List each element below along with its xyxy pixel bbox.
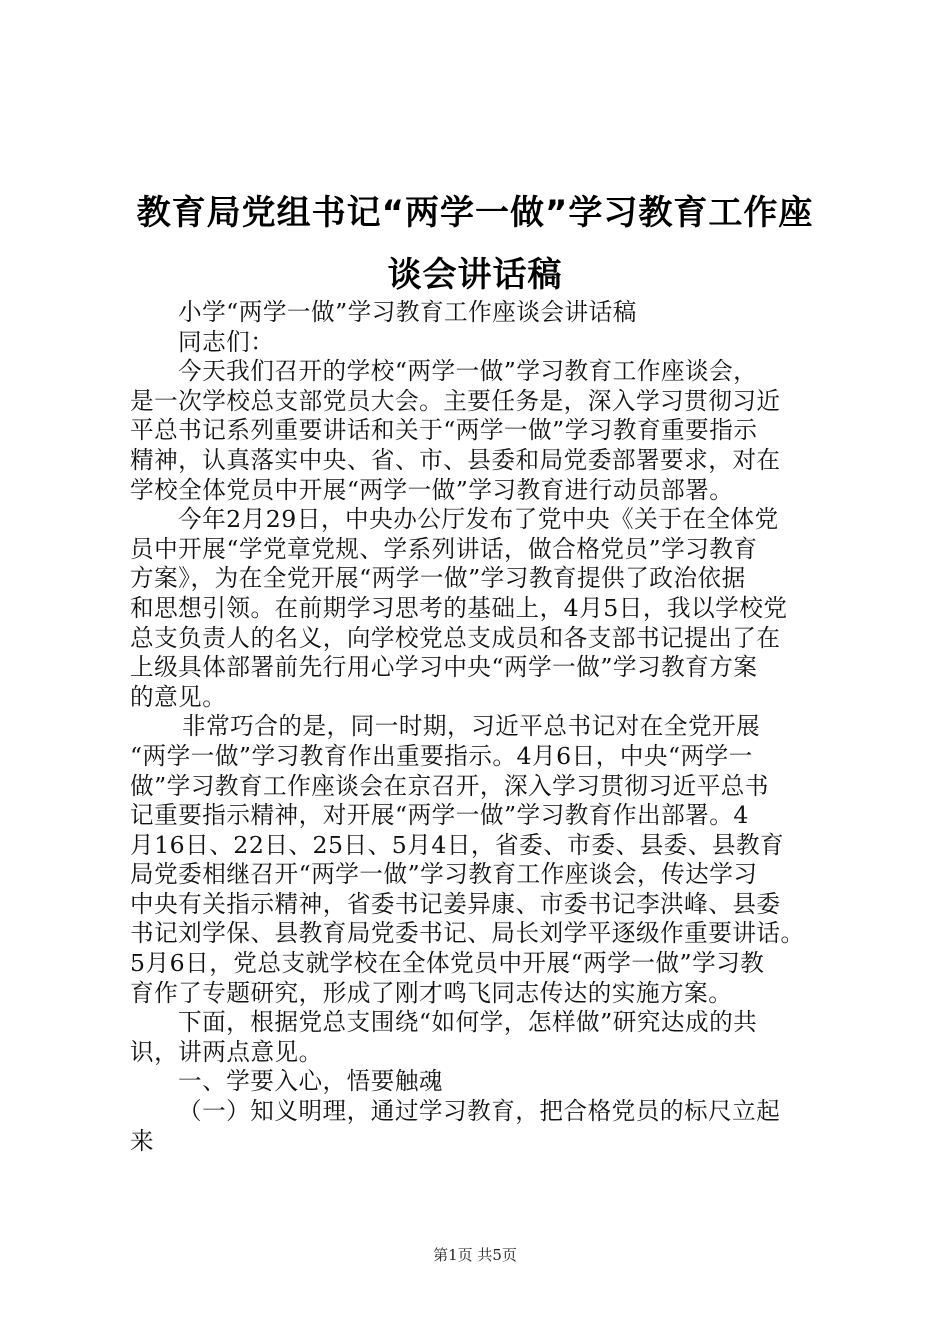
- paragraph-line: 今年2月29日，中央办公厅发布了党中央《关于在全体党: [178, 505, 779, 534]
- paragraph-line: 和思想引领。在前期学习思考的基础上，4月5日，我以学校党: [130, 593, 788, 622]
- paragraph-line: “两学一做”学习教育作出重要指示。4月6日，中央“两学一: [130, 741, 753, 770]
- paragraph-line: 育作了专题研究，形成了刚才鸣飞同志传达的实施方案。: [130, 978, 733, 1007]
- page-footer: 第1页 共5页: [433, 1246, 517, 1264]
- paragraph-line: 精神，认真落实中央、省、市、县委和局党委部署要求，对在: [130, 445, 781, 474]
- title-line-2: 谈会讲话稿: [387, 255, 563, 295]
- paragraph-line: 中央有关指示精神，省委书记姜异康、市委书记李洪峰、县委: [130, 889, 781, 918]
- paragraph-line: 平总书记系列重要讲话和关于“两学一做”学习教育重要指示: [130, 416, 758, 445]
- document-body: [130, 298, 830, 1156]
- paragraph-line: 学校全体党员中开展“两学一做”学习教育进行动员部署。: [130, 475, 734, 504]
- paragraph-line: 5月6日，党总支就学校在全体党员中开展“两学一做”学习教: [130, 949, 765, 978]
- paragraph-line: 是一次学校总支部党员大会。主要任务是，深入学习贯彻习近: [130, 386, 781, 415]
- document-title: [100, 182, 850, 306]
- paragraph-line: 的意见。: [130, 682, 227, 711]
- paragraph-line: 记重要指示精神，对开展“两学一做”学习教育作出部署。4: [130, 801, 749, 830]
- paragraph-line: 局党委相继召开“两学一做”学习教育工作座谈会，传达学习: [130, 860, 758, 889]
- paragraph-line: 员中开展“学党章党规、学系列讲话，做合格党员”学习教育: [130, 534, 758, 563]
- subtitle-line: 小学“两学一做”学习教育工作座谈会讲话稿: [178, 298, 637, 326]
- paragraph-line: 月16日、22日、25日、5月4日，省委、市委、县委、县教育: [130, 830, 785, 859]
- section-heading: 一、学要入心，悟要触魂: [178, 1067, 444, 1096]
- salutation-line: 同志们：: [178, 327, 275, 356]
- paragraph-line: 方案》，为在全党开展“两学一做”学习教育提供了政治依据: [130, 564, 746, 593]
- paragraph-line: 下面，根据党总支围绕“如何学，怎样做”研究达成的共: [178, 1008, 758, 1037]
- paragraph-line: 上级具体部署前先行用心学习中央“两学一做”学习教育方案: [130, 653, 758, 682]
- title-line-1: 教育局党组书记“两学一做”学习教育工作座: [136, 193, 814, 233]
- paragraph-line: 书记刘学保、县教育局党委书记、局长刘学平逐级作重要讲话。: [130, 919, 805, 948]
- paragraph-line: 今天我们召开的学校“两学一做”学习教育工作座谈会，: [178, 357, 758, 386]
- paragraph-line: 识，讲两点意见。: [130, 1037, 323, 1066]
- subsection-heading-cont: 来: [130, 1126, 155, 1155]
- paragraph-line: 做”学习教育工作座谈会在京召开，深入学习贯彻习近平总书: [130, 771, 769, 800]
- subsection-heading: （一）知义明理，通过学习教育，把合格党员的标尺立起: [178, 1097, 781, 1126]
- paragraph-line: 非常巧合的是，同一时期，习近平总书记对在全党开展: [182, 712, 761, 741]
- paragraph-line: 总支负责人的名义，向学校党总支成员和各支部书记提出了在: [130, 623, 781, 652]
